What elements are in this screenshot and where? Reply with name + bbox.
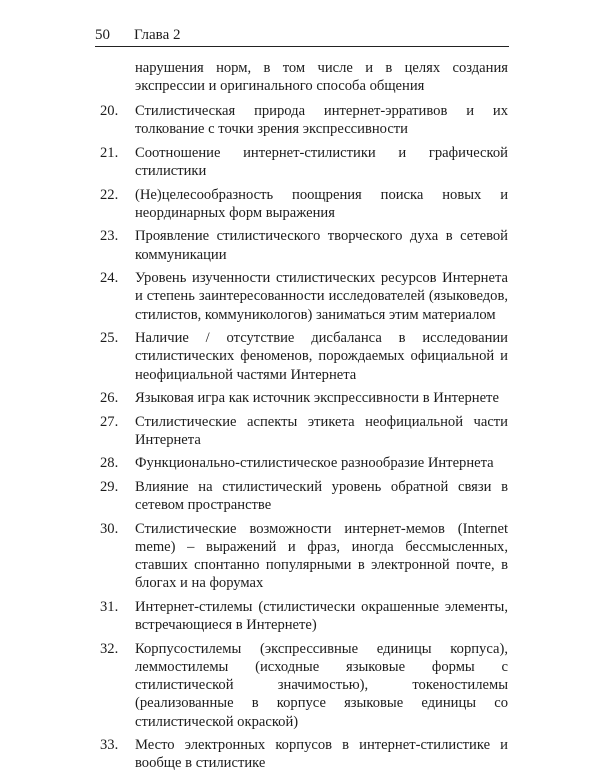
item-text: Функционально-стилистическое разнообразие Интернета — [135, 455, 494, 472]
item-number: 27. — [100, 413, 119, 430]
list-item — [100, 269, 508, 324]
numbered-list — [100, 59, 508, 778]
list-item — [100, 520, 508, 593]
item-number: 30. — [100, 520, 119, 537]
item-text: Языковая игра как источник экспрессивности в Интернете — [135, 390, 499, 407]
item-number: 20. — [100, 102, 119, 119]
list-item — [100, 598, 508, 634]
item-text: Влияние на стилистический уровень обратной связи в сетевом пространстве — [135, 479, 508, 514]
list-item — [100, 227, 508, 263]
list-item — [100, 389, 508, 407]
item-number: 28. — [100, 455, 119, 472]
item-text: (Не)целесообразность поощрения поиска новых и неординарных форм выражения — [135, 186, 508, 221]
item-number: 29. — [100, 479, 119, 496]
item-number: 24. — [100, 270, 119, 287]
list-item — [100, 640, 508, 731]
item-text: Стилистические возможности интернет-мемов (Internet meme) – выражений и фраз, иногда бессмысленных, ставших спонтанно популярными в электронной почте, в блогах и на форумах — [135, 520, 508, 592]
item-text: Уровень изученности стилистических ресурсов Интернета и степень заинтересованности исследователей (языковедов, стилистов, коммуникологов) заниматься этим материалом — [135, 270, 508, 323]
list-item-continuation: нарушения норм, в том числе и в целях создания экспрессии и оригинального способа общения — [135, 60, 508, 95]
item-text: Место электронных корпусов в интернет-стилистике и вообще в стилистике — [135, 737, 508, 772]
list-item — [100, 454, 508, 472]
item-text: Корпусостилемы (экспрессивные единицы корпуса), леммостилемы (исходные языковые формы с стилистической значимостью), токеностилемы (реализованные в корпусе языковые единицы со стилистической окраской) — [135, 640, 508, 730]
item-text: Наличие / отсутствие дисбаланса в исследовании стилистических феноменов, порождаемых официальной и неофициальной частями Интернета — [135, 330, 508, 383]
list-item — [100, 329, 508, 384]
item-number: 31. — [100, 599, 119, 616]
item-text: Стилистические аспекты этикета неофициальной части Интернета — [135, 413, 508, 448]
list-item — [100, 736, 508, 772]
list-item — [100, 144, 508, 180]
item-text: Интернет-стилемы (стилистически окрашенные элементы, встречающиеся в Интернете) — [135, 599, 508, 634]
item-number: 26. — [100, 390, 119, 407]
item-text: Соотношение интернет-стилистики и графической стилистики — [135, 144, 508, 179]
running-header — [95, 24, 509, 47]
item-number: 33. — [100, 737, 119, 754]
item-number: 32. — [100, 640, 119, 657]
item-number: 23. — [100, 228, 119, 245]
list-item — [100, 478, 508, 514]
list-item — [100, 413, 508, 449]
list-item — [100, 102, 508, 138]
item-number: 22. — [100, 186, 119, 203]
page-number: 50 — [95, 27, 110, 43]
item-number: 25. — [100, 330, 119, 347]
list-item — [100, 186, 508, 222]
item-text: Проявление стилистического творческого духа в сетевой коммуникации — [135, 228, 508, 263]
item-number: 21. — [100, 144, 119, 161]
list-items — [100, 102, 508, 773]
item-text: Стилистическая природа интернет-эрративов и их толкование с точки зрения экспрессивности — [135, 102, 508, 138]
chapter-title: Глава 2 — [134, 27, 181, 43]
